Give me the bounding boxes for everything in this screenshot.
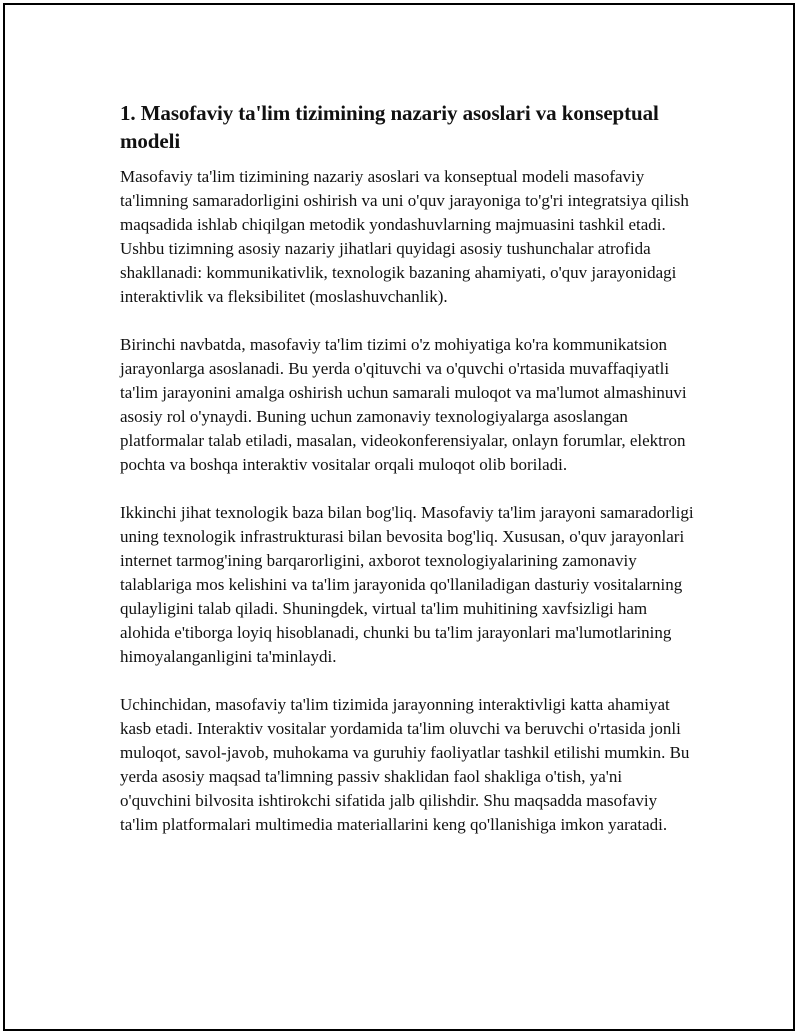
page-frame	[3, 3, 795, 1031]
paragraph-4: Uchinchidan, masofaviy ta'lim tizimida jarayonning interaktivligi katta ahamiyat kasb etadi. Interaktiv vositalar yordamida ta'lim oluvchi va beruvchi o'rtasida jonli muloqot, savol-javob, muhokama va guruhiy faoliyatlar tashkil etilishi mumkin. Bu yerda asosiy maqsad ta'limning passiv shaklidan faol shakliga o'tish, ya'ni o'quvchini bilvosita ishtirokchi sifatida jalb qilishdir. Shu maqsadda masofaviy ta'lim platformalari multimedia materiallarini keng qo'llanishiga imkon yaratadi.	[120, 695, 690, 834]
paragraph-1: Masofaviy ta'lim tizimining nazariy asoslari va konseptual modeli masofaviy ta'limning samaradorligini oshirish va uni o'quv jarayoniga to'g'ri integratsiya qilish maqsadida ishlab chiqilgan metodik yondashuvlarning majmuasini tashkil etadi. Ushbu tizimning asosiy nazariy jihatlari quyidagi asosiy tushunchalar atrofida shakllanadi: kommunikativlik, texnologik bazaning ahamiyati, o'quv jarayonidagi interaktivlik va fleksibilitet (moslashuvchanlik).	[120, 167, 689, 306]
document-body	[120, 99, 695, 837]
paragraph-3: Ikkinchi jihat texnologik baza bilan bog'liq. Masofaviy ta'lim jarayoni samaradorligi uning texnologik infrastrukturasi bilan bevosita bog'liq. Xususan, o'quv jarayonlari internet tarmog'ining barqarorligini, axborot texnologiyalarining zamonaviy talablariga mos kelishini va ta'lim jarayonida qo'llaniladigan dasturiy vositalarning qulayligini talab qiladi. Shuningdek, virtual ta'lim muhitining xavfsizligi ham alohida e'tiborga loyiq hisoblanadi, chunki bu ta'lim jarayonlari ma'lumotlarining himoyalanganligini ta'minlaydi.	[120, 503, 694, 666]
paragraph-2: Birinchi navbatda, masofaviy ta'lim tizimi o'z mohiyatiga ko'ra kommunikatsion jarayonlarga asoslanadi. Bu yerda o'qituvchi va o'quvchi o'rtasida muvaffaqiyatli ta'lim jarayonini amalga oshirish uchun samarali muloqot va ma'lumot almashinuvi asosiy rol o'ynaydi. Buning uchun zamonaviy texnologiyalarga asoslangan platformalar talab etiladi, masalan, videokonferensiyalar, onlayn forumlar, elektron pochta va boshqa interaktiv vositalar orqali muloqot olib boriladi.	[120, 335, 687, 474]
section-heading: 1. Masofaviy ta'lim tizimining nazariy asoslari va konseptual modeli	[120, 101, 659, 153]
